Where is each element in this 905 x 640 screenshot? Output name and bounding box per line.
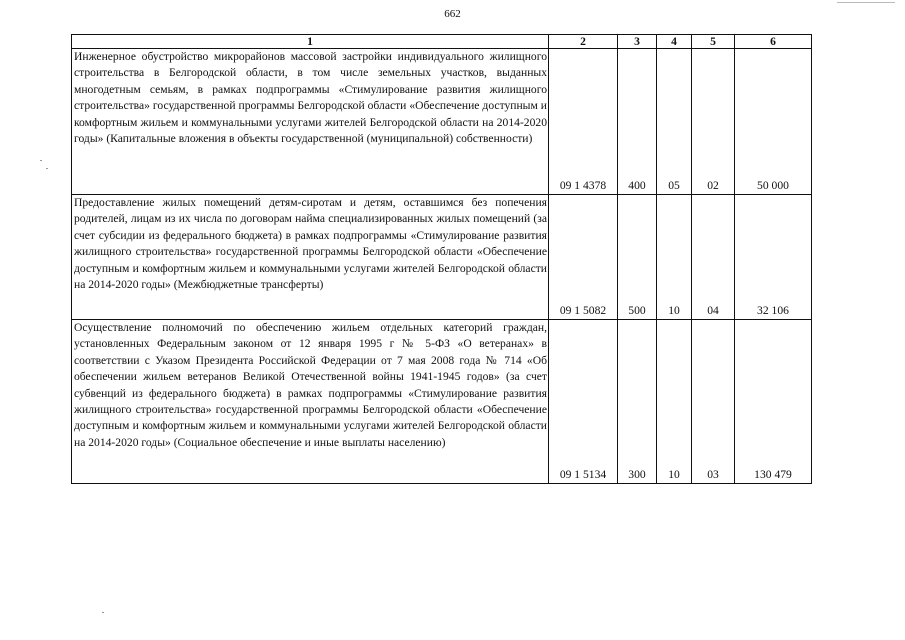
row-amount: 32 106 — [735, 195, 812, 320]
header-col-6: 6 — [735, 35, 812, 49]
row-col4: 10 — [657, 320, 692, 484]
table-row — [72, 195, 812, 320]
row-col5: 03 — [692, 320, 735, 484]
row-description: Осуществление полномочий по обеспечению жильем отдельных категорий граждан, установленных Федеральным законом от 12 января 1995 г № 5-ФЗ «О ветеранах» в соответствии с Указом Президента Российской Федерации от 7 мая 2008 года № 714 «Об обеспечении жильем ветеранов Великой Отечественной войны 1941-1945 годов» (за счет субвенций из федерального бюджета) в рамках подпрограммы «Стимулирование развития жилищного строительства» государственной программы Белгородской области «Обеспечение доступным и комфортным жильем и коммунальными услугами жителей Белгородской области на 2014-2020 годы» (Социальное обеспечение и иные выплаты населению) — [72, 320, 549, 484]
row-amount: 130 479 — [735, 320, 812, 484]
row-amount: 50 000 — [735, 49, 812, 195]
scan-speck — [102, 612, 104, 613]
header-col-4: 4 — [657, 35, 692, 49]
row-col3: 500 — [618, 195, 657, 320]
table-row — [72, 320, 812, 484]
row-col4: 10 — [657, 195, 692, 320]
page-number: 662 — [444, 8, 461, 20]
row-code: 09 1 5082 — [549, 195, 618, 320]
header-col-3: 3 — [618, 35, 657, 49]
row-col5: 04 — [692, 195, 735, 320]
row-col3: 400 — [618, 49, 657, 195]
table-row — [72, 49, 812, 195]
scan-speck — [40, 160, 42, 161]
header-col-5: 5 — [692, 35, 735, 49]
row-col4: 05 — [657, 49, 692, 195]
row-col5: 02 — [692, 49, 735, 195]
scan-edge-mark — [837, 2, 895, 3]
header-col-1: 1 — [72, 35, 549, 49]
budget-table — [71, 34, 812, 484]
row-col3: 300 — [618, 320, 657, 484]
header-col-2: 2 — [549, 35, 618, 49]
row-code: 09 1 4378 — [549, 49, 618, 195]
row-code: 09 1 5134 — [549, 320, 618, 484]
row-description: Инженерное обустройство микрорайонов массовой застройки индивидуального жилищного строительства в Белгородской области, в том числе земельных участков, выданных многодетным семьям, в рамках подпрограммы «Стимулирование развития жилищного строительства» государственной программы Белгородской области «Обеспечение доступным и комфортным жильем и коммунальными услугами жителей Белгородской области на 2014-2020 годы» (Капитальные вложения в объекты государственной (муниципальной) собственности) — [72, 49, 549, 195]
row-description: Предоставление жилых помещений детям-сиротам и детям, оставшимся без попечения родителей, лицам из их числа по договорам найма специализированных жилых помещений (за счет субсидии из федерального бюджета) в рамках подпрограммы «Стимулирование развития жилищного строительства» государственной программы Белгородской области «Обеспечение доступным и комфортным жильем и коммунальными услугами жителей Белгородской области на 2014-2020 годы» (Межбюджетные трансферты) — [72, 195, 549, 320]
table-header-row — [72, 35, 812, 49]
scan-speck — [46, 168, 48, 169]
